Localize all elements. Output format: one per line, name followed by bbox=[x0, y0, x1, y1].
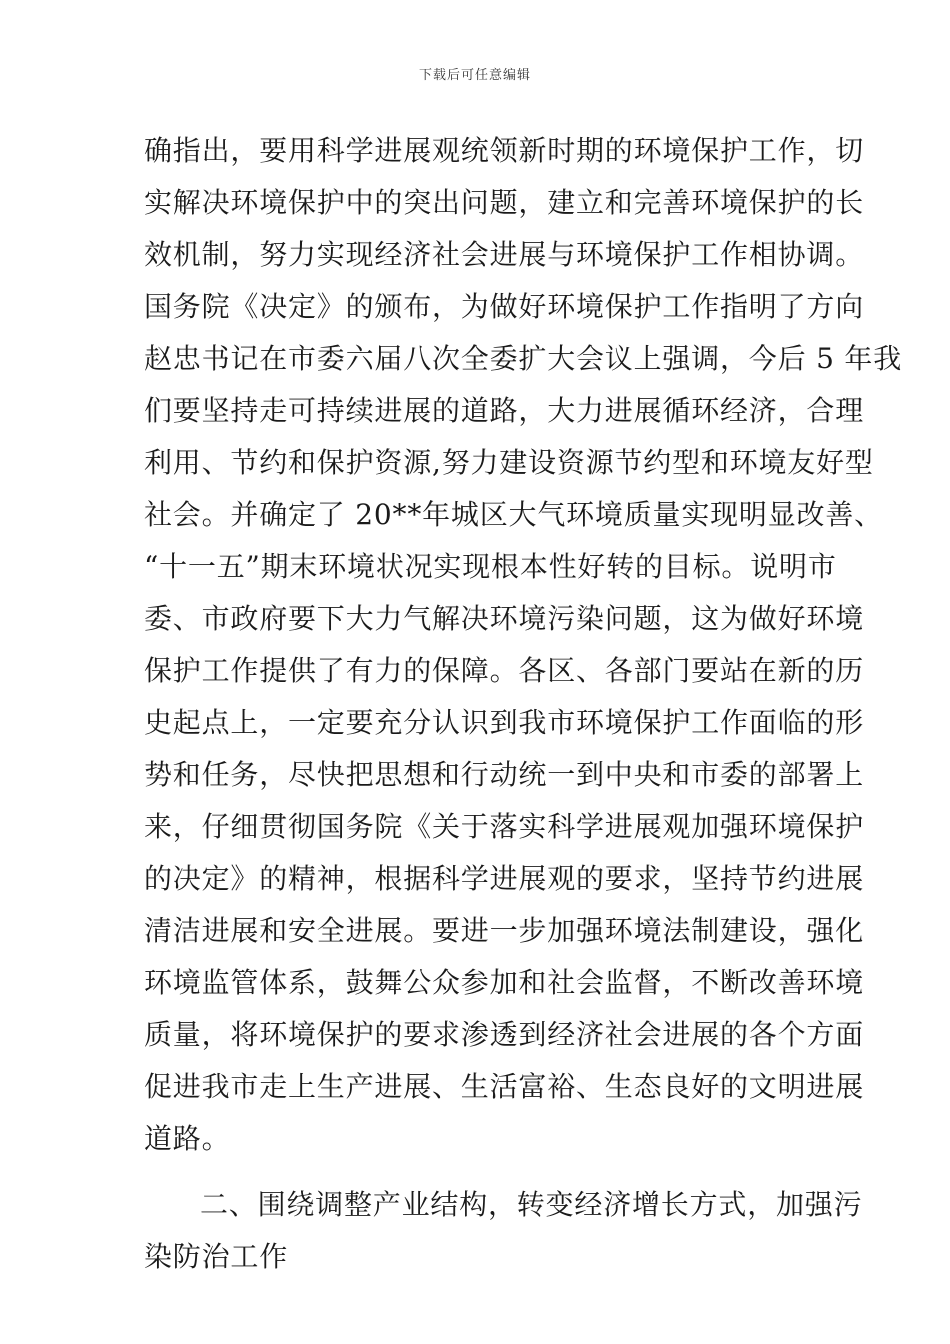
text-line: 赵忠书记在市委六届八次全委扩大会议上强调，今后 5 年我 bbox=[144, 342, 903, 375]
text-line: 质量，将环境保护的要求渗透到经济社会进展的各个方面 bbox=[144, 1018, 865, 1051]
text-line: 道路。 bbox=[144, 1122, 231, 1155]
text-line: 委、市政府要下大力气解决环境污染问题，这为做好环境 bbox=[144, 602, 865, 635]
text-line: 确指出，要用科学进展观统领新时期的环境保护工作，切 bbox=[144, 134, 865, 167]
text-line: 环境监管体系，鼓舞公众参加和社会监督，不断改善环境 bbox=[144, 966, 865, 999]
text-line: 国务院《决定》的颁布，为做好环境保护工作指明了方向 bbox=[144, 290, 865, 323]
text-line: “十一五”期末环境状况实现根本性好转的目标。说明市 bbox=[144, 550, 837, 583]
text-line: 促进我市走上生产进展、生活富裕、生态良好的文明进展 bbox=[144, 1070, 865, 1103]
text-line: 来，仔细贯彻国务院《关于落实科学进展观加强环境保护 bbox=[144, 810, 865, 843]
paragraph bbox=[144, 128, 903, 1168]
body-text bbox=[144, 128, 903, 1286]
text-line: 社会。并确定了 20**年城区大气环境质量实现明显改善、 bbox=[144, 498, 883, 531]
text-line: 保护工作提供了有力的保障。各区、各部门要站在新的历 bbox=[144, 654, 865, 687]
text-line: 清洁进展和安全进展。要进一步加强环境法制建设，强化 bbox=[144, 914, 865, 947]
text-line: 势和任务，尽快把思想和行动统一到中央和市委的部署上 bbox=[144, 758, 865, 791]
text-line: 实解决环境保护中的突出问题，建立和完善环境保护的长 bbox=[144, 186, 865, 219]
text-line: 效机制，努力实现经济社会进展与环境保护工作相协调。 bbox=[144, 238, 865, 271]
section-heading bbox=[144, 1182, 863, 1286]
heading-line: 二、围绕调整产业结构，转变经济增长方式，加强污 bbox=[200, 1188, 863, 1221]
text-line: 们要坚持走可持续进展的道路，大力进展循环经济，合理 bbox=[144, 394, 865, 427]
text-line: 的决定》的精神，根据科学进展观的要求，坚持节约进展 bbox=[144, 862, 865, 895]
heading-line: 染防治工作 bbox=[144, 1240, 289, 1273]
header-note: 下载后可任意编辑 bbox=[418, 68, 531, 83]
paragraph-gap bbox=[144, 1168, 824, 1182]
text-line: 史起点上，一定要充分认识到我市环境保护工作面临的形 bbox=[144, 706, 865, 739]
text-line: 利用、节约和保护资源,努力建设资源节约型和环境友好型 bbox=[144, 446, 874, 479]
